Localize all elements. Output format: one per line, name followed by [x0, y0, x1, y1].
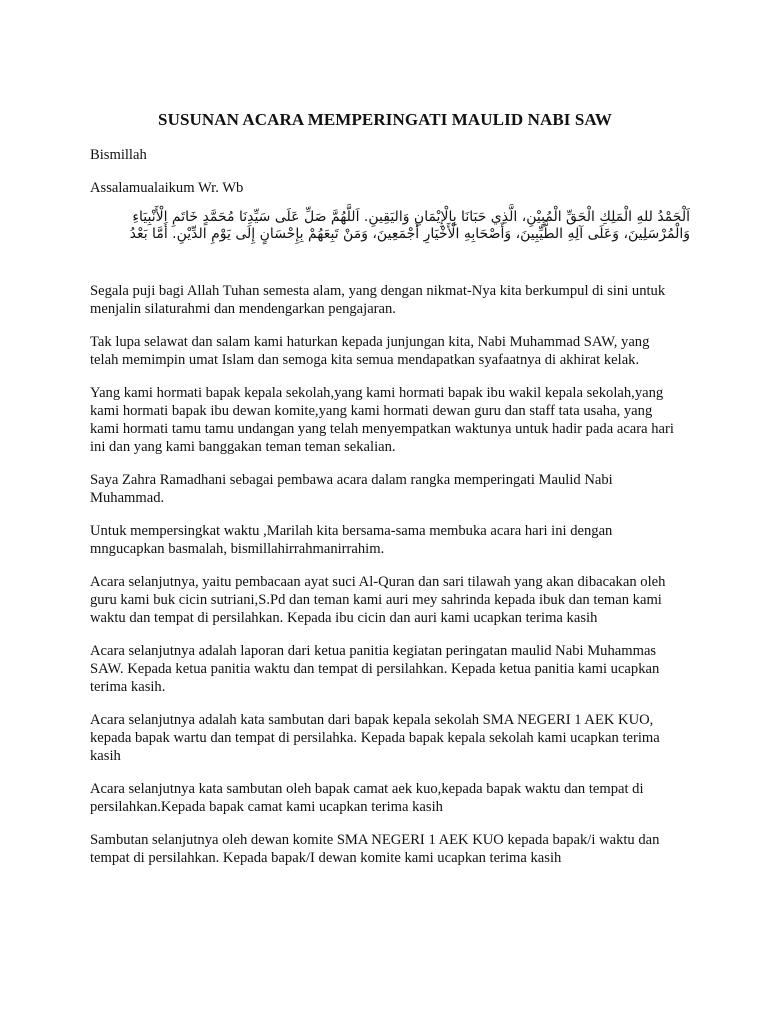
paragraph-introduction: Saya Zahra Ramadhani sebagai pembawa acara dalam rangka memperingati Maulid Nabi Muhammad. [90, 472, 613, 506]
document-title: SUSUNAN ACARA MEMPERINGATI MAULID NABI SAW [158, 110, 612, 129]
paragraph-committee-report: Acara selanjutnya adalah laporan dari ketua panitia kegiatan peringatan maulid Nabi Muhammas SAW. Kepada ketua panitia waktu dan tempat di persilahkan. Kepada ketua panitia kami ucapkan terima kasih. [90, 643, 660, 695]
paragraph-principal-speech: Acara selanjutnya adalah kata sambutan dari bapak kepala sekolah SMA NEGERI 1 AEK KUO, kepada bapak wartu dan tempat di persilahka. Kepada bapak kepala sekolah kami ucapkan terima kasih [90, 712, 660, 764]
greeting-text: Assalamualaikum Wr. Wb [90, 180, 244, 196]
paragraph-quran-reading: Acara selanjutnya, yaitu pembacaan ayat suci Al-Quran dan sari tilawah yang akan dibacakan oleh guru kami buk cicin sutriani,S.Pd dan teman kami auri mey sahrinda kepada ibuk dan teman kami waktu dan tempat di persilahkan. Kepada ibu cicin dan auri kami ucapkan terima kasih [90, 574, 666, 626]
paragraph-praise: Segala puji bagi Allah Tuhan semesta alam, yang dengan nikmat-Nya kita berkumpul di sini untuk menjalin silaturahmi dan mendengarkan pengajaran. [90, 283, 666, 317]
arabic-prayer-text: اَلْحَمْدُ للهِ الْمَلِكِ الْحَقِّ الْمُبِيْنِ، الَّذِي حَبَانَا بِالْإِيْمَانِ وَاليَقِينِ. اَللَّهُمَّ صَلِّ عَلَى سَيِّدِنَا مُحَمَّدٍ خَاتَمِ الْأَنْبِيَاءِ وَالْمُرْسَلِينَ، وَعَلَى آلِهِ الطَّيِّبِينَ، وَأَصْحَابِهِ الْأَخْيَارِ أَجْمَعِينَ، وَمَنْ تَبِعَهُمْ بِإِحْسَانٍ إِلَى يَوْمِ الدِّيْنِ. أَمَّا بَعْدُ [129, 209, 690, 242]
paragraph-committee-speech: Sambutan selanjutnya oleh dewan komite SMA NEGERI 1 AEK KUO kepada bapak/i waktu dan tempat di persilahkan. Kepada bapak/I dewan komite kami ucapkan terima kasih [90, 832, 660, 866]
opening-text: Bismillah [90, 147, 147, 163]
paragraph-salawat: Tak lupa selawat dan salam kami haturkan kepada junjungan kita, Nabi Muhammad SAW, yang telah memimpin umat Islam dan semoga kita semua mendapatkan syafaatnya di akhirat kelak. [90, 334, 650, 368]
paragraph-camat-speech: Acara selanjutnya kata sambutan oleh bapak camat aek kuo,kepada bapak waktu dan tempat di persilahkan.Kepada bapak camat kami ucapkan terima kasih [90, 781, 644, 815]
paragraph-opening: Untuk mempersingkat waktu ,Marilah kita bersama-sama membuka acara hari ini dengan mngucapkan basmalah, bismillahirrahmanirrahim. [90, 523, 613, 557]
paragraph-honorifics: Yang kami hormati bapak kepala sekolah,yang kami hormati bapak ibu wakil kepala sekolah,yang kami hormati bapak ibu dewan komite,yang kami hormati dewan guru dan staff tata usaha, yang kami hormati tamu tamu undangan yang telah menyempatkan waktunya untuk hadir pada acara hari ini dan yang kami banggakan teman teman sekalian. [90, 385, 674, 455]
